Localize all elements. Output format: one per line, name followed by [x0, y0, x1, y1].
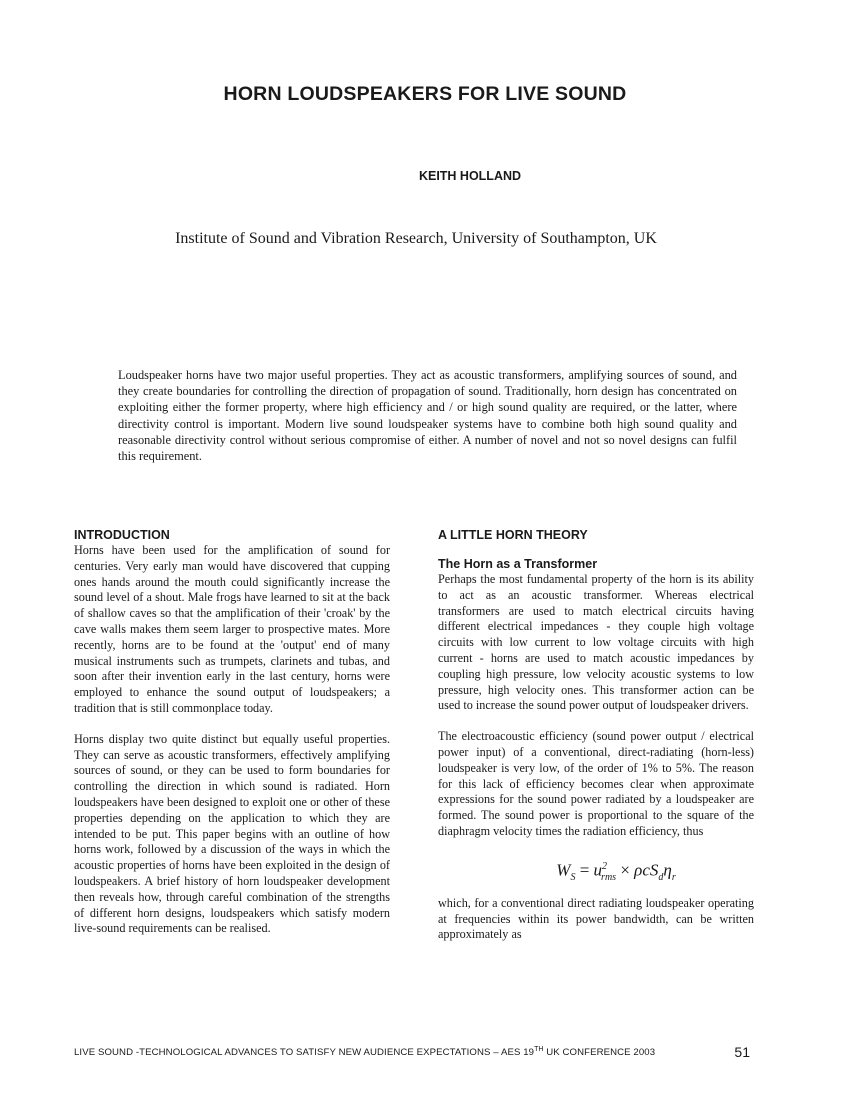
theory-paragraph-1: Perhaps the most fundamental property of the horn is its ability to act as an acoustic transformer. Whereas electrical transformers are used to match electrical circuits having different electrical impedances - they couple high voltage circuits with low current to low voltage circuits with high current - horns are used to match acoustic impedances by coupling high pressure, low velocity acoustic systems to low pressure, high velocity ones. This transformer action can be used to increase the sound power output of loudspeaker drivers.	[438, 572, 754, 713]
theory-heading: A LITTLE HORN THEORY	[438, 528, 588, 542]
transformer-subheading: The Horn as a Transformer	[438, 557, 598, 571]
after-equation-paragraph: which, for a conventional direct radiating loudspeaker operating at frequencies within its power bandwidth, can be written approximately as	[438, 895, 754, 942]
intro-paragraph-2: Horns display two quite distinct but equally useful properties. They can serve as acoustic transformers, effectively amplifying sources of sound, or they can be used to form boundaries for controlling the direction in which sound is radiated. Horn loudspeakers have been designed to exploit one or other of these properties depending on the application to which they are intended to be put. This paper begins with an outline of how horns work, followed by a discussion of the ways in which the acoustic properties of horns have been exploited in the design of loudspeakers. A brief history of horn loudspeaker development then reveals how, through careful combination of the strengths of different horn designs, loudspeakers which satisfy modern live-sound requirements can be realised.	[74, 731, 390, 936]
author-affiliation: Institute of Sound and Vibration Research, University of Southampton, UK	[175, 230, 657, 247]
sound-power-equation: $W_S = u^2_{rms} \times \rho cS_d\eta_r$	[556, 860, 676, 883]
introduction-heading: INTRODUCTION	[74, 528, 170, 542]
running-footer: LIVE SOUND -TECHNOLOGICAL ADVANCES TO SATISFY NEW AUDIENCE EXPECTATIONS – AES 19TH UK CONFERENCE 2003	[74, 1046, 656, 1059]
author-name: KEITH HOLLAND	[418, 169, 522, 183]
left-column	[74, 527, 390, 937]
theory-paragraph-2: The electroacoustic efficiency (sound power output / electrical power input) of a conventional, direct-radiating (horn-less) loudspeaker is very low, of the order of 1% to 5%. The reason for this lack of efficiency becomes clear when approximate expressions for the sound power radiated by a loudspeaker are formed. The sound power is proportional to the square of the diaphragm velocity times the radiation efficiency, thus	[438, 729, 754, 838]
intro-paragraph-1: Horns have been used for the amplification of sound for centuries. Very early man would have discovered that cupping ones hands around the mouth could significantly increase the sound level of a shout. Male frogs have learned to sit at the back of shallow caves so that the amplification of their 'croak' by the cave walls makes them seem larger to prospective mates. More recently, horns are to be found at the 'output' end of many musical instruments such as trumpets, clarinets and tubas, and soon after their invention early in the last century, horns were employed to enhance the sound output of loudspeakers; a tradition that is still commonplace today.	[74, 543, 390, 715]
page-number: 51	[734, 1044, 750, 1060]
paper-title: HORN LOUDSPEAKERS FOR LIVE SOUND	[223, 83, 627, 105]
right-column	[438, 527, 754, 943]
abstract: Loudspeaker horns have two major useful properties. They act as acoustic transformers, amplifying sources of sound, and they create boundaries for controlling the direction of propagation of sound. Traditionally, horn design has concentrated on exploiting either the former property, where high efficiency and / or high sound quality are required, or the latter, where directivity control is important. Modern live sound loudspeaker systems have to combine both high sound quality and reasonable directivity control without serious compromise of either. A number of novel and not so novel designs can fulfil this requirement.	[118, 368, 737, 464]
